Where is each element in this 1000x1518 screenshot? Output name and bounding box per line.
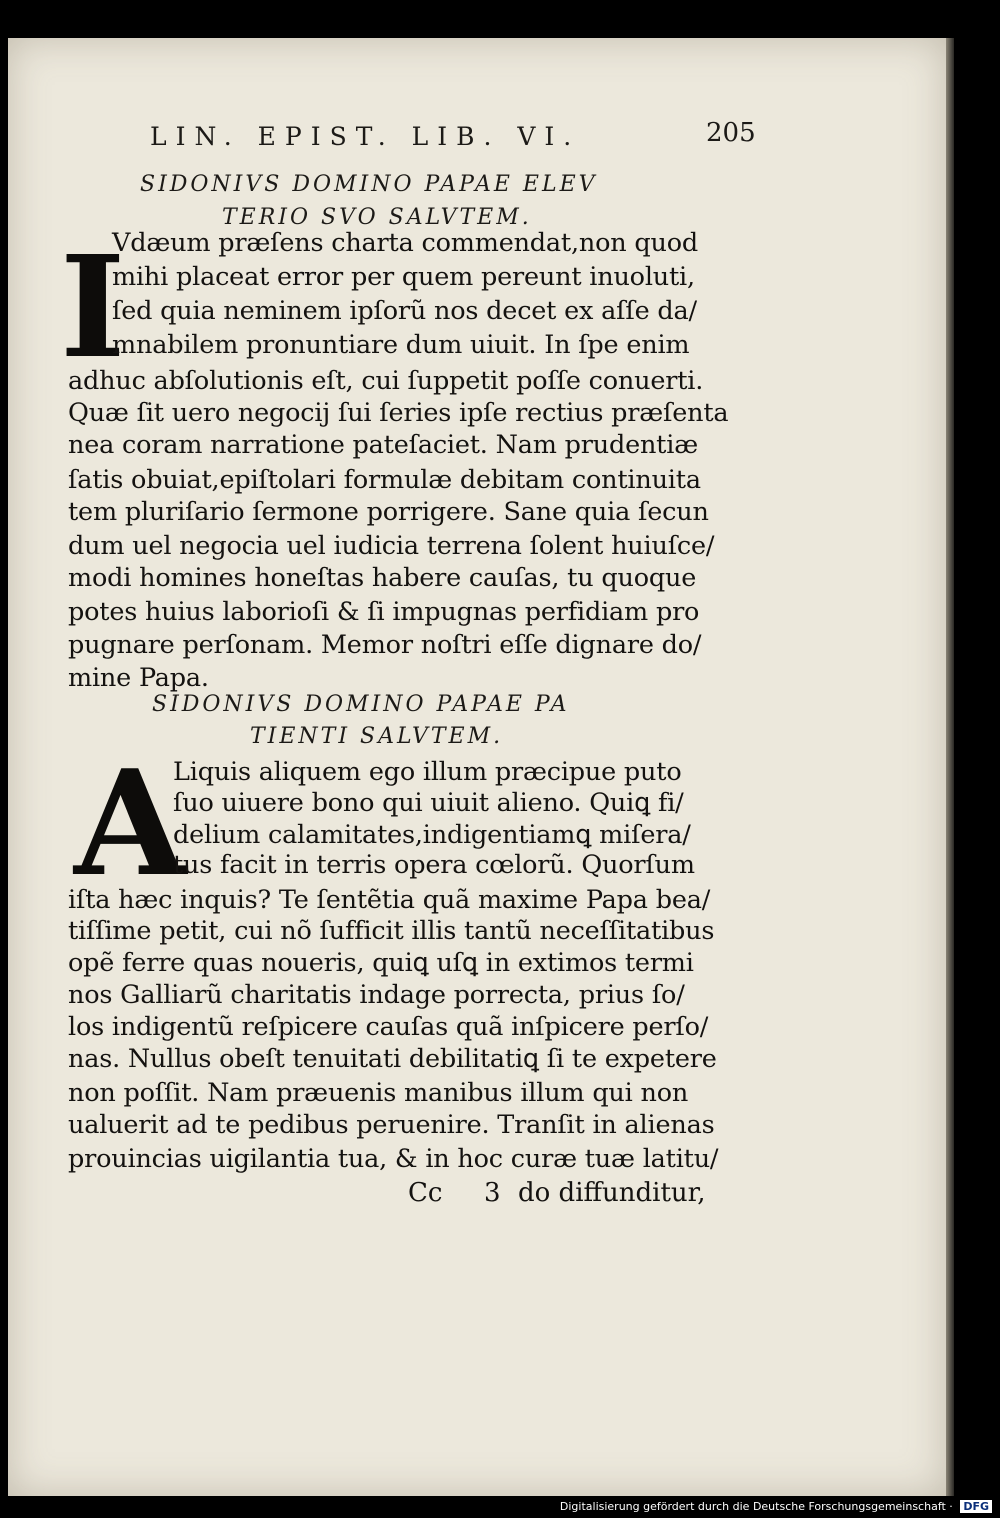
letter-1-line: Vdæum præſens charta commendat,non quod bbox=[112, 228, 699, 258]
letter-2-line: delium calamitates,indigentiamꝗ miſera/ bbox=[173, 820, 691, 850]
letter-2-line: Liquis aliquem ego illum præcipue puto bbox=[173, 757, 682, 787]
catchword: do diffunditur, bbox=[518, 1178, 706, 1208]
letter-1-line: modi homines honeſtas habere cauſas, tu quoque bbox=[68, 563, 697, 593]
letter-1-initial: I bbox=[60, 226, 126, 390]
letter-1-heading-line-1: SIDONIVS DOMINO PAPAE ELEV bbox=[140, 172, 598, 197]
letter-2-line: tiſſime petit, cui nõ ſufficit illis tantũ neceſſitatibus bbox=[68, 916, 715, 946]
letter-2-line: ſuo uiuere bono qui uiuit alieno. Quiꝗ fi/ bbox=[173, 788, 684, 818]
letter-2-line: prouincias uigilantia tua, & in hoc curæ tuæ latitu/ bbox=[68, 1144, 719, 1174]
letter-1-heading-line-2: TERIO SVO SALVTEM. bbox=[222, 205, 532, 230]
letter-1-line: adhuc abſolutionis eſt, cui ſuppetit poſſe conuerti. bbox=[68, 366, 704, 396]
letter-2-line: iſta hæc inquis? Te ſentẽtia quã maxime Papa bea/ bbox=[68, 885, 711, 915]
folio-number: 205 bbox=[706, 118, 756, 148]
letter-1-line: dum uel negocia uel iudicia terrena ſolent huiuſce/ bbox=[68, 531, 715, 561]
letter-2-line: los indigentũ reſpicere cauſas quã inſpicere perſo/ bbox=[68, 1012, 709, 1042]
letter-2-line: non poſſit. Nam præuenis manibus illum qui non bbox=[68, 1078, 689, 1108]
signature-mark: Cc bbox=[408, 1178, 443, 1208]
letter-1-line: ſed quia neminem ipſorũ nos decet ex aſſe da/ bbox=[112, 296, 697, 326]
credit-text: Digitalisierung gefördert durch die Deutsche Forschungsgemeinschaft · bbox=[559, 1500, 953, 1513]
dfg-logo[interactable]: DFG bbox=[960, 1500, 992, 1513]
letter-1-line: tem pluriſario ſermone porrigere. Sane quia ſecun bbox=[68, 497, 709, 527]
letter-1-line: pugnare perſonam. Memor noſtri eſſe dignare do/ bbox=[68, 630, 702, 660]
signature-number: 3 bbox=[484, 1178, 501, 1208]
letter-1-line: ſatis obuiat,epiſtolari formulæ debitam continuita bbox=[68, 465, 701, 495]
letter-1-line: mihi placeat error per quem pereunt inuoluti, bbox=[112, 262, 695, 292]
letter-2-line: nos Galliarũ charitatis indage porrecta, prius ſo/ bbox=[68, 980, 685, 1010]
letter-2-line: ualuerit ad te pedibus peruenire. Tranſit in alienas bbox=[68, 1110, 715, 1140]
letter-2-heading-line-2: TIENTI SALVTEM. bbox=[250, 724, 504, 749]
digitization-credit bbox=[560, 1500, 992, 1513]
letter-1-line: Quæ ſit uero negocij ſui ſeries ipſe rectius præſenta bbox=[68, 398, 729, 428]
running-head: LIN. EPIST. LIB. VI. bbox=[150, 122, 581, 151]
letter-2-line: nas. Nullus obeſt tenuitati debilitatiꝗ ſi te expetere bbox=[68, 1044, 717, 1074]
letter-2-initial: A bbox=[74, 739, 187, 909]
page-edge bbox=[946, 38, 954, 1496]
letter-2-heading-line-1: SIDONIVS DOMINO PAPAE PA bbox=[152, 692, 570, 717]
letter-1-line: potes huius laborioſi & ſi impugnas perfidiam pro bbox=[68, 597, 700, 627]
letter-1-line: mine Papa. bbox=[68, 663, 209, 693]
letter-1-line: nea coram narratione pateſaciet. Nam prudentiæ bbox=[68, 430, 698, 460]
letter-1-line: mnabilem pronuntiare dum uiuit. In ſpe enim bbox=[112, 330, 690, 360]
letter-2-line: tus facit in terris opera cœlorũ. Quorſum bbox=[173, 850, 695, 880]
letter-2-line: opẽ ferre quas noueris, quiꝗ uſꝗ in extimos termi bbox=[68, 948, 694, 978]
